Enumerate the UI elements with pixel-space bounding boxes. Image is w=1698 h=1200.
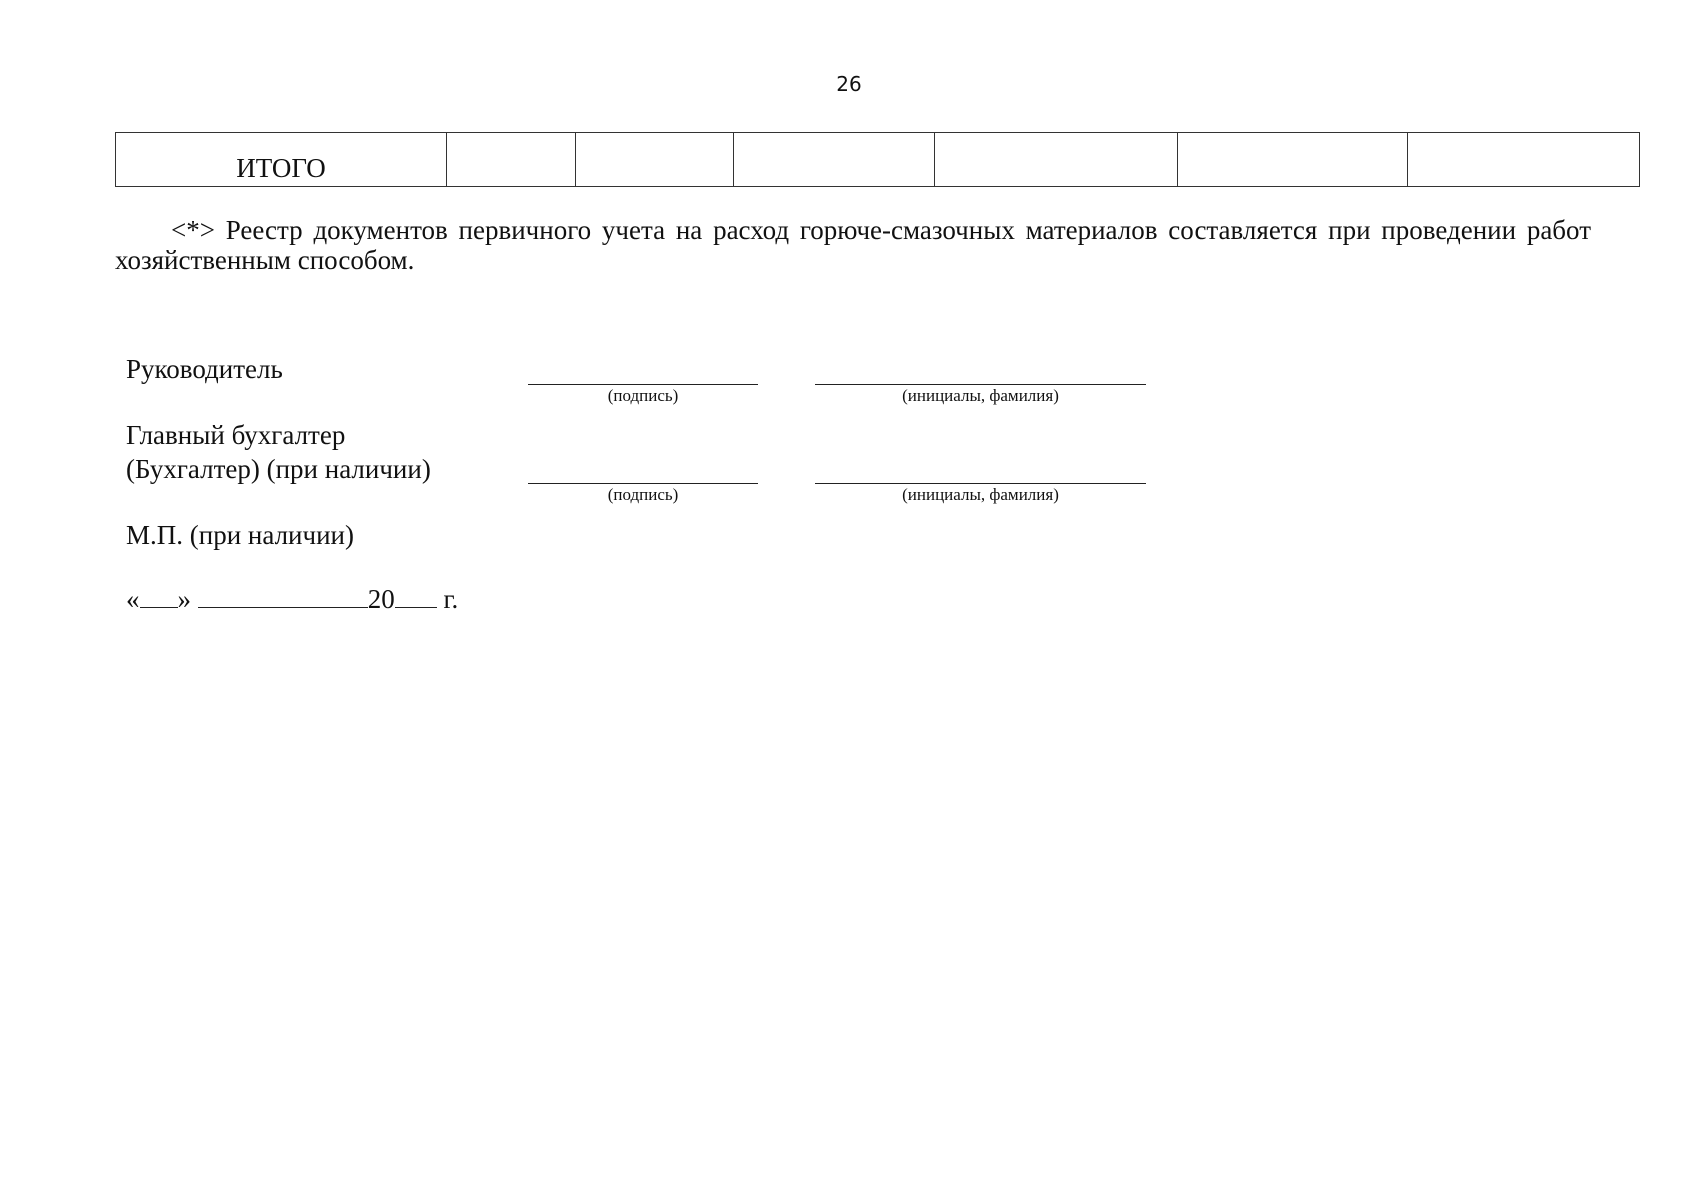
year-prefix: 20 xyxy=(367,584,395,614)
year-suffix: г. xyxy=(443,584,459,614)
footnote: <*> Реестр документов первичного учета на расход горюче-смазочных материалов составляется при проведении работ хозяйственным способом. xyxy=(115,215,1591,275)
accountant-label-line1: Главный бухгалтер xyxy=(126,420,346,450)
table-row xyxy=(116,133,1640,187)
accountant-name-caption: (инициалы, фамилия) xyxy=(902,485,1059,504)
page-number: 26 xyxy=(836,72,862,96)
total-cell-3 xyxy=(734,133,935,187)
date-line xyxy=(126,583,458,615)
head-name-caption: (инициалы, фамилия) xyxy=(902,386,1059,405)
total-label-cell: ИТОГО xyxy=(116,133,447,187)
head-name-line xyxy=(815,384,1146,385)
day-blank xyxy=(140,583,178,608)
head-label: Руководитель xyxy=(126,354,283,384)
accountant-signature-caption: (подпись) xyxy=(607,485,679,504)
total-cell-4 xyxy=(935,133,1178,187)
total-cell-6 xyxy=(1408,133,1640,187)
stamp-label: М.П. (при наличии) xyxy=(126,520,354,550)
head-signature-caption: (подпись) xyxy=(607,386,679,405)
head-signature-line xyxy=(528,384,758,385)
accountant-name-line xyxy=(815,483,1146,484)
month-blank xyxy=(198,583,368,608)
totals-table xyxy=(115,132,1640,187)
year-blank xyxy=(395,583,437,608)
total-cell-5 xyxy=(1178,133,1408,187)
accountant-signature-line xyxy=(528,483,758,484)
total-cell-2 xyxy=(576,133,734,187)
date-open-quote: « xyxy=(126,584,140,614)
accountant-label-line2: (Бухгалтер) (при наличии) xyxy=(126,454,431,484)
total-cell-1 xyxy=(447,133,576,187)
date-close-quote: » xyxy=(177,584,191,614)
